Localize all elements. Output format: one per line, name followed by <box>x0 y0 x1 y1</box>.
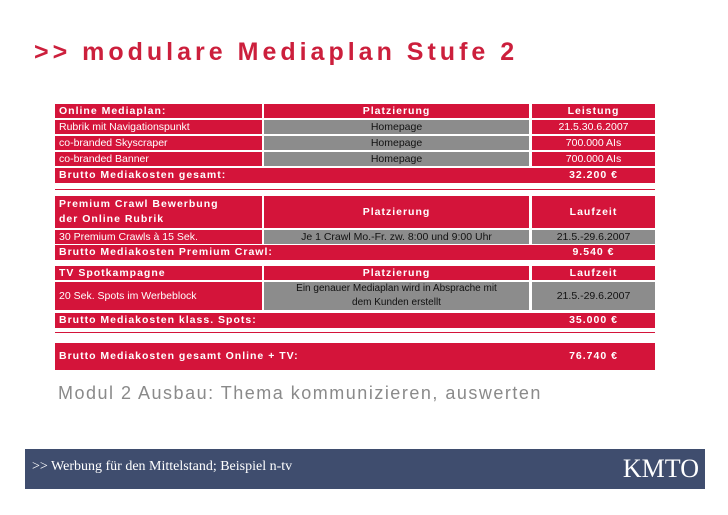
row-placement: Homepage <box>264 120 529 134</box>
grand-total-value: 76.740 € <box>569 350 618 362</box>
grand-total-row <box>55 343 655 370</box>
divider <box>55 189 655 190</box>
crawl-header-placement: Platzierung <box>264 196 529 228</box>
online-header-placement: Platzierung <box>264 104 529 118</box>
online-header-row <box>55 104 655 118</box>
online-header-performance: Leistung <box>532 104 655 118</box>
online-header-label: Online Mediaplan: <box>55 104 262 118</box>
modul-subtitle: Modul 2 Ausbau: Thema kommunizieren, auswerten <box>58 383 542 403</box>
page-title: >> modulare Mediaplan Stufe 2 <box>34 38 519 66</box>
crawl-row-value: 21.5.-29.6.2007 <box>532 230 655 244</box>
crawl-header-label <box>55 196 262 228</box>
crawl-total-row <box>55 245 655 260</box>
crawl-row-label: 30 Premium Crawls à 15 Sek. <box>55 230 262 244</box>
row-label: co-branded Skyscraper <box>55 136 262 150</box>
tv-header-row <box>55 266 655 280</box>
tv-total-value: 35.000 € <box>569 314 618 326</box>
tv-row-value: 21.5.-29.6.2007 <box>532 282 655 310</box>
crawl-header-duration: Laufzeit <box>532 196 655 228</box>
table-row <box>55 282 655 310</box>
tv-total-row <box>55 313 655 328</box>
tv-header-placement: Platzierung <box>264 266 529 280</box>
online-total-row <box>55 168 655 183</box>
tv-row-label: 20 Sek. Spots im Werbeblock <box>55 282 262 310</box>
tv-row-placement-line1: Ein genauer Mediaplan wird in Absprache mit <box>296 283 497 294</box>
tv-header-duration: Laufzeit <box>532 266 655 280</box>
tv-row-placement-line2: dem Kunden erstellt <box>352 297 441 308</box>
online-total-value: 32.200 € <box>569 169 618 181</box>
footer-text: >> Werbung für den Mittelstand; Beispiel n-tv <box>32 459 293 474</box>
tv-row-placement <box>264 282 529 310</box>
crawl-total-label: Brutto Mediakosten Premium Crawl: <box>55 245 655 260</box>
grand-total-label: Brutto Mediakosten gesamt Online + TV: <box>55 343 655 370</box>
crawl-total-value: 9.540 € <box>572 246 615 258</box>
table-row <box>55 136 655 150</box>
crawl-header-row <box>55 196 655 228</box>
row-label: Rubrik mit Navigationspunkt <box>55 120 262 134</box>
row-value: 21.5.30.6.2007 <box>532 120 655 134</box>
row-value: 700.000 AIs <box>532 152 655 166</box>
footer-bar <box>25 449 705 489</box>
row-placement: Homepage <box>264 136 529 150</box>
tv-total-label: Brutto Mediakosten klass. Spots: <box>55 313 655 328</box>
table-row <box>55 120 655 134</box>
crawl-row-placement: Je 1 Crawl Mo.-Fr. zw. 8:00 und 9:00 Uhr <box>264 230 529 244</box>
crawl-header-label-line2: der Online Rubrik <box>59 213 165 225</box>
tv-header-label: TV Spotkampagne <box>55 266 262 280</box>
divider <box>55 332 655 333</box>
row-placement: Homepage <box>264 152 529 166</box>
kmto-logo: KMTO <box>622 454 699 483</box>
row-value: 700.000 AIs <box>532 136 655 150</box>
row-label: co-branded Banner <box>55 152 262 166</box>
table-row <box>55 230 655 244</box>
crawl-header-label-line1: Premium Crawl Bewerbung <box>59 198 219 210</box>
online-total-label: Brutto Mediakosten gesamt: <box>55 168 655 183</box>
table-row <box>55 152 655 166</box>
